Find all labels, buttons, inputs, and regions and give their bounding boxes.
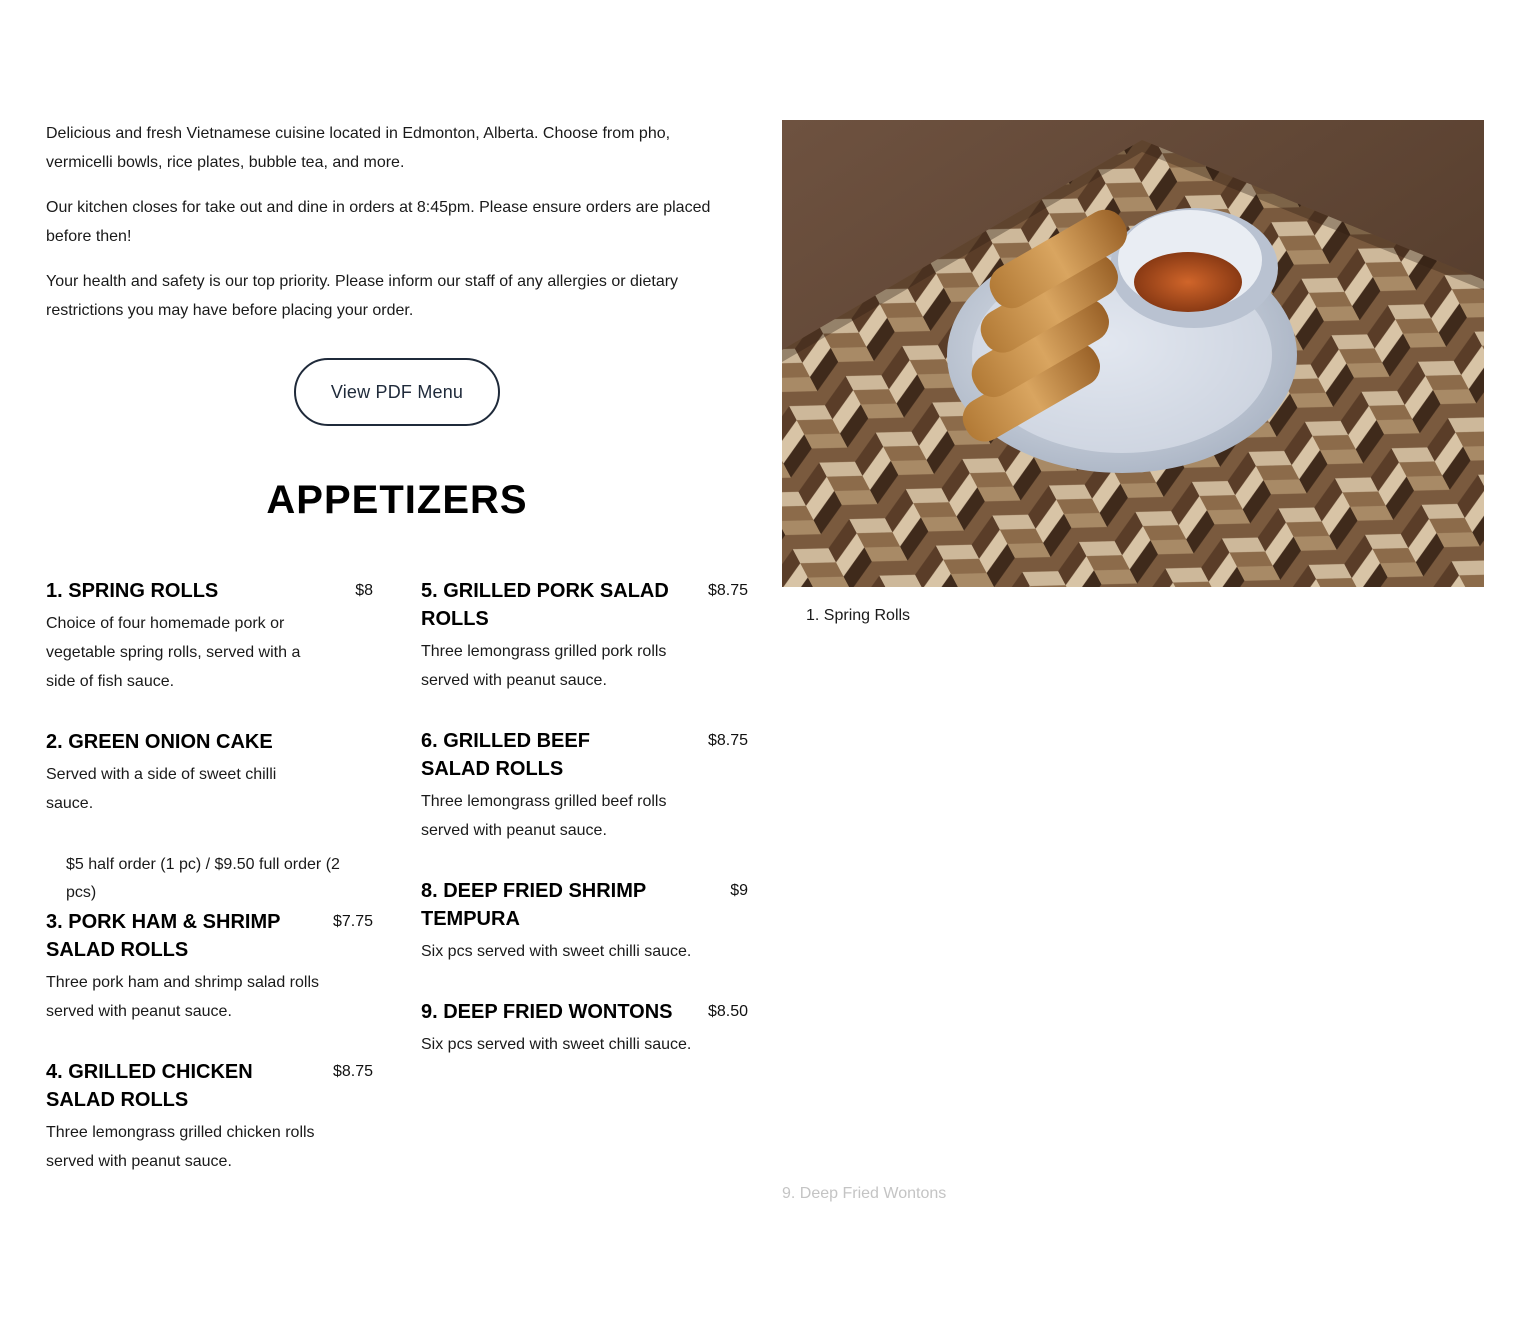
menu-item: [421, 877, 748, 966]
item-name: 6. GRILLED BEEF SALAD ROLLS: [421, 730, 590, 780]
item-description: Six pcs served with sweet chilli sauce.: [421, 1036, 692, 1053]
item-description: Three pork ham and shrimp salad rolls served with peanut sauce.: [46, 974, 320, 1020]
item-price: $8.75: [707, 582, 748, 599]
intro-paragraph: Your health and safety is our top priority. Please inform our staff of any allergies or dietary restrictions you may have before placing your order.: [46, 273, 679, 319]
item-description: Served with a side of sweet chilli sauce.: [46, 766, 277, 812]
spring-rolls-photo[interactable]: [782, 120, 1484, 587]
item-price: $8.50: [707, 1003, 748, 1020]
menu-item: [46, 1058, 373, 1176]
intro-paragraph: Our kitchen closes for take out and dine in orders at 8:45pm. Please ensure orders are placed before then!: [46, 199, 711, 245]
photo-caption: 1. Spring Rolls: [806, 607, 911, 624]
menu-item: [46, 577, 373, 696]
item-price: $7.75: [332, 913, 373, 930]
menu-item: [421, 998, 748, 1059]
next-photo-caption[interactable]: 9. Deep Fried Wontons: [782, 1185, 947, 1202]
item-name: 1. SPRING ROLLS: [46, 580, 219, 602]
menu-item: [421, 727, 748, 845]
item-name: 2. GREEN ONION CAKE: [46, 731, 273, 753]
item-name: 5. GRILLED PORK SALAD ROLLS: [421, 580, 669, 630]
item-name: 4. GRILLED CHICKEN SALAD ROLLS: [46, 1061, 253, 1111]
item-description: Six pcs served with sweet chilli sauce.: [421, 943, 692, 960]
item-price: $8.75: [332, 1063, 373, 1080]
item-description: Choice of four homemade pork or vegetable spring rolls, served with a side of fish sauce.: [46, 615, 301, 690]
item-description: Three lemongrass grilled chicken rolls served with peanut sauce.: [46, 1124, 315, 1170]
item-price: $8.75: [707, 732, 748, 749]
item-price: $8: [355, 582, 373, 599]
item-price: $9: [730, 882, 748, 899]
view-pdf-menu-button[interactable]: View PDF Menu: [294, 358, 500, 426]
menu-item: [46, 908, 373, 1026]
item-name: 3. PORK HAM & SHRIMP SALAD ROLLS: [46, 911, 281, 961]
item-name: 9. DEEP FRIED WONTONS: [421, 1001, 673, 1023]
item-name: 8. DEEP FRIED SHRIMP TEMPURA: [421, 880, 646, 930]
section-title: APPETIZERS: [266, 478, 528, 522]
intro-text: [46, 119, 736, 341]
item-description: Three lemongrass grilled beef rolls served with peanut sauce.: [421, 793, 667, 839]
menu-item: [421, 577, 748, 695]
intro-paragraph: Delicious and fresh Vietnamese cuisine located in Edmonton, Alberta. Choose from pho, vermicelli bowls, rice plates, bubble tea, and more.: [46, 125, 671, 171]
item-description: Three lemongrass grilled pork rolls served with peanut sauce.: [421, 643, 667, 689]
menu-item: [46, 728, 373, 818]
photo-illustration: [782, 120, 1484, 587]
item-price-note: $5 half order (1 pc) / $9.50 full order (2 pcs): [66, 856, 340, 901]
